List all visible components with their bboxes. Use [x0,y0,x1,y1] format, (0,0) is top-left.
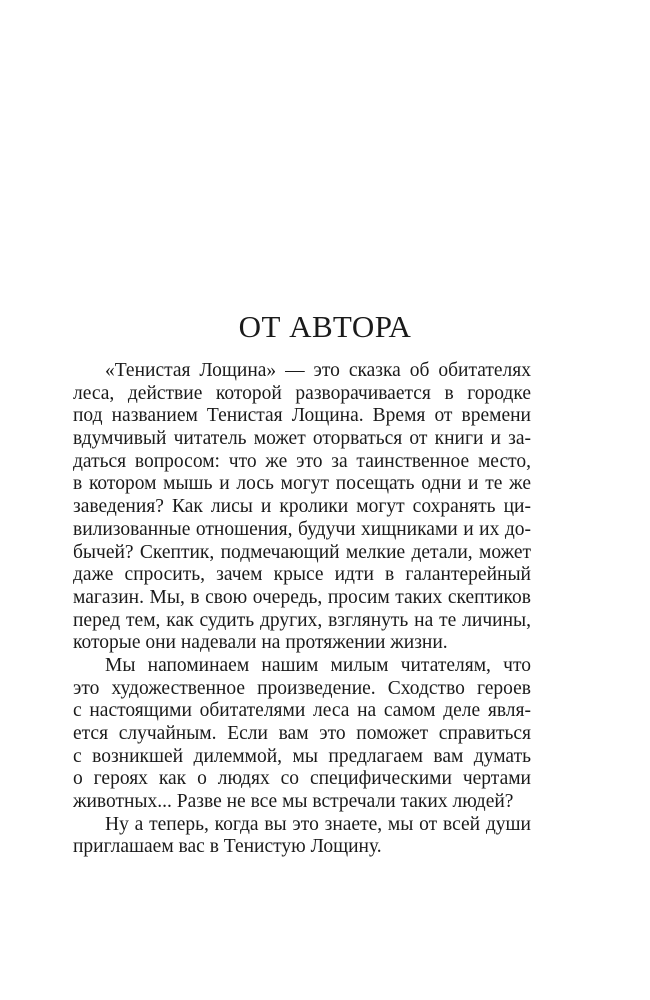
text-line: это художественное произведение. Сходство героев [73,677,531,699]
paragraph [73,814,531,859]
text-line: леса, действие которой разворачивается в городке [73,382,531,404]
text-line: с настоящими обитателями леса на самом деле явля- [73,700,531,722]
text-line: вдумчивый читатель может оторваться от книги и за- [73,428,531,450]
text-line: даже спросить, зачем крысе идти в галантерейный [73,564,531,586]
text-line: Ну а теперь, когда вы это знаете, мы от всей души [105,813,531,835]
chapter-heading: ОТ АВТОРА [238,309,412,344]
text-line: заведения? Как лисы и кролики могут сохранять ци- [73,496,531,518]
text-line: «Тенистая Лощина» — это сказка об обитателях [105,360,531,381]
text-line: Мы напоминаем нашим милым читателям, что [105,654,531,676]
text-line: ется случайным. Если вам это поможет справиться [73,723,531,744]
text-line: которые они надевали на протяжении жизни. [73,632,448,654]
paragraph [73,655,531,814]
text-line: перед тем, как судить других, взглянуть на те личины, [73,609,531,631]
text-line: животных... Разве не все мы встречали таких людей? [73,791,514,813]
text-line: магазин. Мы, в свою очередь, просим таких скептиков [73,586,531,608]
body-text [73,360,531,859]
text-line: с возникшей дилеммой, мы предлагаем вам думать [73,745,531,767]
text-line: о героях как о людях со специфическими чертами [73,768,531,790]
text-line: даться вопросом: что же это за таинственное место, [73,450,531,472]
text-line: в котором мышь и лось могут посещать одни и те же [73,473,531,495]
paragraph [73,360,531,655]
text-line: приглашаем вас в Тенистую Лощину. [73,836,382,858]
text-line: бычей? Скептик, подмечающий мелкие детали, может [73,541,531,563]
text-line: вилизованные отношения, будучи хищниками и их до- [73,518,531,540]
text-line: под названием Тенистая Лощина. Время от времени [73,405,531,427]
